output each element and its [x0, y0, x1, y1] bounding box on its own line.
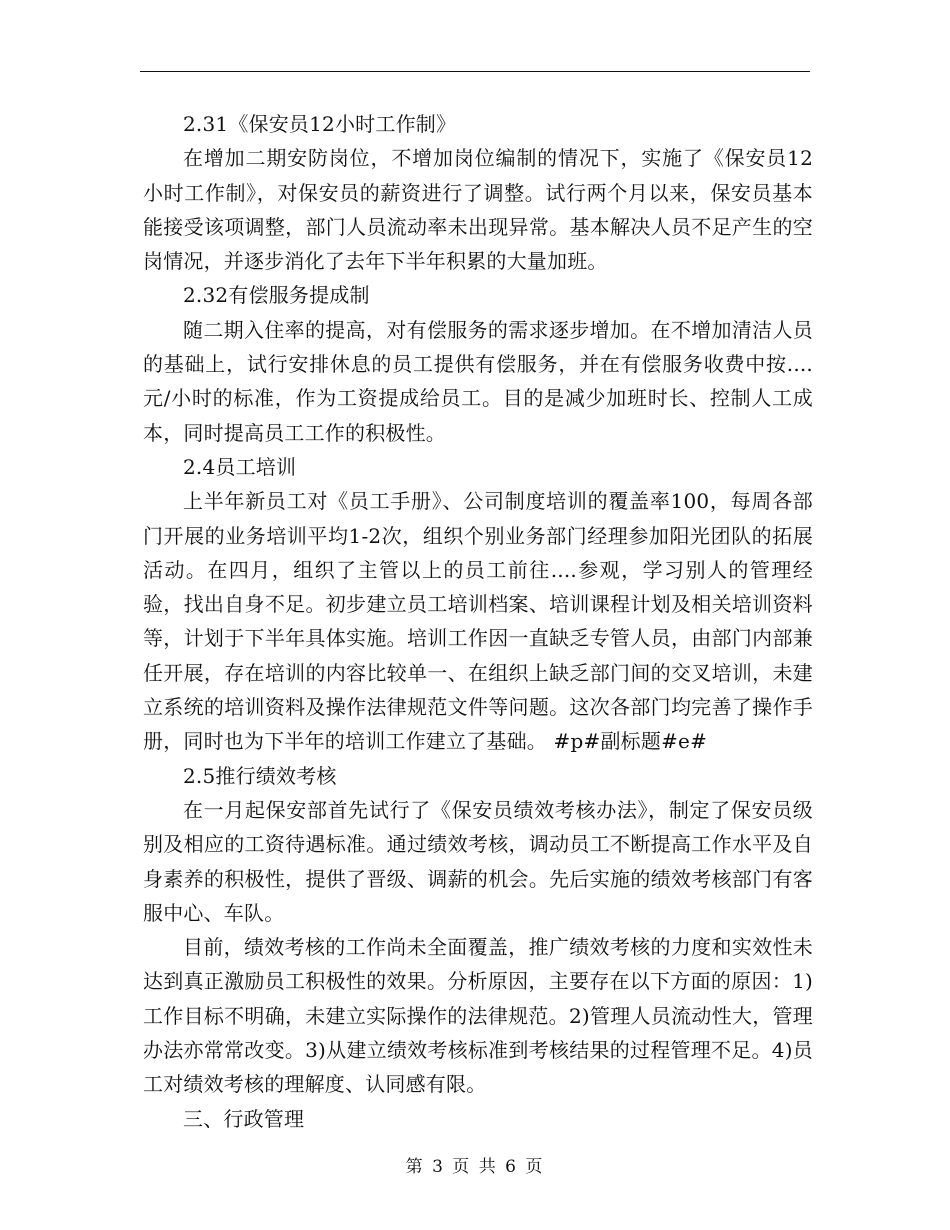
page-footer: 第 3 页 共 6 页	[405, 1157, 545, 1177]
section-heading-2-5: 2.5推行绩效考核	[183, 763, 337, 788]
paragraph-performance-trial: 在一月起保安部首先试行了《保安员绩效考核办法》，制定了保安员级别及相应的工资待遇标准。通过绩效考核，调动员工不断提高工作水平及自身素养的积极性，提供了晋级、调薪的机会。先后实施的绩效考核部门有客服中心、车队。	[143, 797, 813, 925]
document-body	[143, 107, 813, 1136]
paragraph-12-hour-shift: 在增加二期安防岗位，不增加岗位编制的情况下，实施了《保安员12小时工作制》，对保安员的薪资进行了调整。试行两个月以来，保安员基本能接受该项调整，部门人员流动率未出现异常。基本解决人员不足产生的空岗情况，并逐步消化了去年下半年积累的大量加班。	[143, 146, 813, 274]
paragraph-training: 上半年新员工对《员工手册》、公司制度培训的覆盖率100，每周各部门开展的业务培训平均1-2次，组织个别业务部门经理参加阳光团队的拓展活动。在四月，组织了主管以上的员工前往....参观，学习别人的管理经验，找出自身不足。初步建立员工培训档案、培训课程计划及相关培训资料等，计划于下半年具体实施。培训工作因一直缺乏专管人员，由部门内部兼任开展，存在培训的内容比较单一、在组织上缺乏部门间的交叉培训，未建立系统的培训资料及操作法律规范文件等问题。这次各部门均完善了操作手册，同时也为下半年的培训工作建立了基础。 #p#副标题#e#	[143, 489, 813, 754]
section-heading-2-32: 2.32有偿服务提成制	[183, 283, 370, 308]
paragraph-performance-analysis: 目前，绩效考核的工作尚未全面覆盖，推广绩效考核的力度和实效性未达到真正激励员工积极性的效果。分析原因，主要存在以下方面的原因：1)工作目标不明确，未建立实际操作的法律规范。2)管理人员流动性大，管理办法亦常常改变。3)从建立绩效考核标准到考核结果的过程管理不足。4)员工对绩效考核的理解度、认同感有限。	[143, 935, 813, 1097]
paragraph-paid-service: 随二期入住率的提高，对有偿服务的需求逐步增加。在不增加清洁人员的基础上，试行安排休息的员工提供有偿服务，并在有偿服务收费中按....元/小时的标准，作为工资提成给员工。目的是减少加班时长、控制人工成本，同时提高员工工作的积极性。	[143, 317, 813, 445]
section-heading-2-31: 2.31《保安员12小时工作制》	[183, 112, 457, 136]
header-rule	[140, 71, 810, 72]
section-heading-3: 三、行政管理	[183, 1106, 305, 1131]
section-heading-2-4: 2.4员工培训	[183, 454, 297, 479]
